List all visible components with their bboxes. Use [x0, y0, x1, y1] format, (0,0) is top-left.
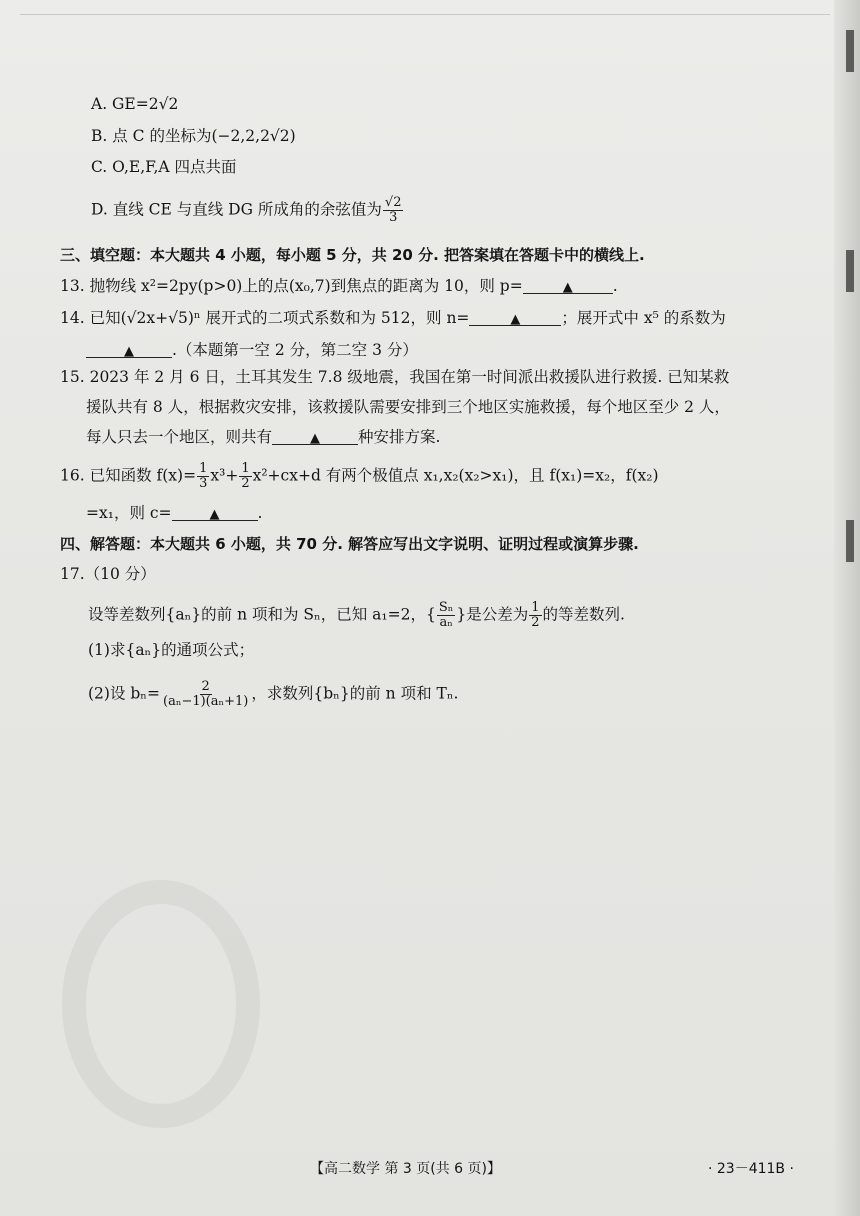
question-17-stem: 设等差数列{aₙ}的前 n 项和为 Sₙ，已知 a₁=2，{ $\frac{\text{Sₙ}}{\text{aₙ}}$ }是公差为 $\frac{1}{2}$ 的等差数列. [88, 600, 625, 630]
option-d: D. 直线 CE 与直线 DG 所成角的余弦值为 $\frac{√2}{3}$ [91, 195, 402, 225]
question-14-line2: ▲ .（本题第一空 2 分，第二空 3 分） [86, 340, 418, 360]
question-17-part2: (2)设 bₙ= $\frac{2}{\text{(aₙ−1)(aₙ+1)}}$ ，求数列{bₙ}的前 n 项和 Tₙ. [88, 679, 459, 709]
question-13: 13. 抛物线 x²=2py(p>0)上的点(x₀,7)到焦点的距离为 10，则 p= ▲ . [60, 277, 618, 295]
answer-blank-15: ▲ [272, 427, 358, 445]
page-binding-edge [834, 0, 860, 1216]
question-17-title: 17.（10 分） [60, 565, 156, 583]
top-scan-edge [20, 0, 830, 15]
bleed-through-shadow [62, 880, 260, 1128]
option-c: C. O,E,F,A 四点共面 [91, 158, 237, 176]
question-16-line1: 16. 已知函数 f(x)= $\frac{1}{3}$ x³+ $\frac{1}{2}$ x²+cx+d 有两个极值点 x₁,x₂(x₂>x₁)，且 f(x₁)=x₂，f(x₂) [60, 461, 659, 491]
section-3-heading: 三、填空题：本大题共 4 小题，每小题 5 分，共 20 分. 把答案填在答题卡中的横线上. [60, 246, 645, 264]
page-footer: 【高二数学 第 3 页(共 6 页)】 [310, 1161, 501, 1177]
question-15-line3: 每人只去一个地区，则共有 ▲ 种安排方案. [86, 428, 441, 446]
option-a: A. GE=2√2 [91, 95, 179, 113]
answer-blank-14a: ▲ [469, 308, 561, 326]
exam-code: · 23－411B · [708, 1161, 794, 1177]
option-b: B. 点 C 的坐标为(−2,2,2√2) [91, 127, 296, 145]
question-17-part1: (1)求{aₙ}的通项公式； [88, 641, 255, 659]
answer-blank-14b: ▲ [86, 340, 172, 358]
question-16-line2: =x₁，则 c= ▲ . [86, 504, 263, 522]
question-15-line1: 15. 2023 年 2 月 6 日，土耳其发生 7.8 级地震，我国在第一时间派出救援队进行救援. 已知某救 [60, 368, 730, 386]
answer-blank-16: ▲ [172, 503, 258, 521]
question-14: 14. 已知(√2x+√5)ⁿ 展开式的二项式系数和为 512，则 n= ▲ ；展开式中 x⁵ 的系数为 [60, 309, 726, 327]
answer-blank-13: ▲ [523, 276, 613, 294]
question-15-line2: 援队共有 8 人，根据救灾安排，该救援队需要安排到三个地区实施救援，每个地区至少 2 人， [86, 398, 730, 416]
section-4-heading: 四、解答题：本大题共 6 小题，共 70 分. 解答应写出文字说明、证明过程或演算步骤. [60, 535, 639, 553]
